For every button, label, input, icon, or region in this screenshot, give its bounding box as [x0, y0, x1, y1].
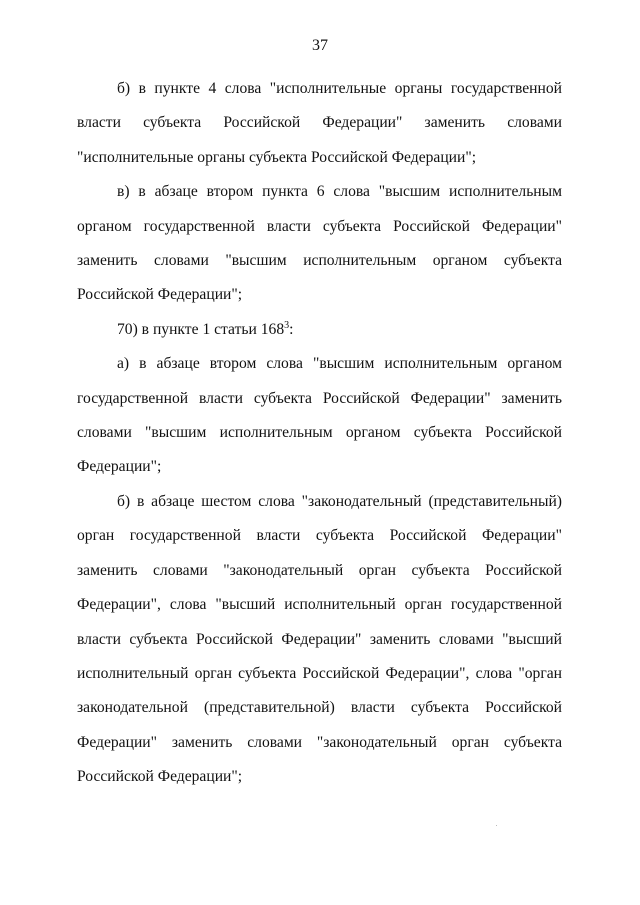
paragraph-70-article-168 — [77, 313, 562, 347]
article-reference-text: 70) в пункте 1 статьи 168 — [117, 320, 285, 338]
article-superscript: 3 — [284, 319, 290, 331]
paragraph-b-item-4: б) в пункте 4 слова "исполнительные органы государственной власти субъекта Российской Федерации" заменить словами "исполнительные органы субъекта Российской Федерации"; — [77, 80, 562, 166]
paragraph-b-sixth-abzac: б) в абзаце шестом слова "законодательный (представительный) орган государственной власти субъекта Российской Федерации" заменить словами "законодательный орган субъекта Российской Федерации", слова "высший исполнительный орган государственной власти субъекта Российской Федерации" заменить словами "высший исполнительный орган субъекта Российской Федерации", слова "орган законодательной (представительной) власти субъекта Российской Федерации" заменить словами "законодательный орган субъекта Российской Федерации"; — [77, 492, 562, 786]
scan-speck — [496, 825, 497, 826]
paragraph-v-item-6: в) в абзаце втором пункта 6 слова "высшим исполнительным органом государственной власти субъекта Российской Федерации" заменить словами "высшим исполнительным органом субъекта Российской Федерации"; — [77, 183, 562, 304]
article-reference-tail: : — [289, 320, 294, 338]
paragraph-a-second-abzac: а) в абзаце втором слова "высшим исполнительным органом государственной власти субъекта Российской Федерации" заменить словами "высшим исполнительным органом субъекта Российской Федерации"; — [77, 355, 562, 476]
document-body — [77, 72, 562, 795]
page-number: 37 — [312, 37, 328, 54]
